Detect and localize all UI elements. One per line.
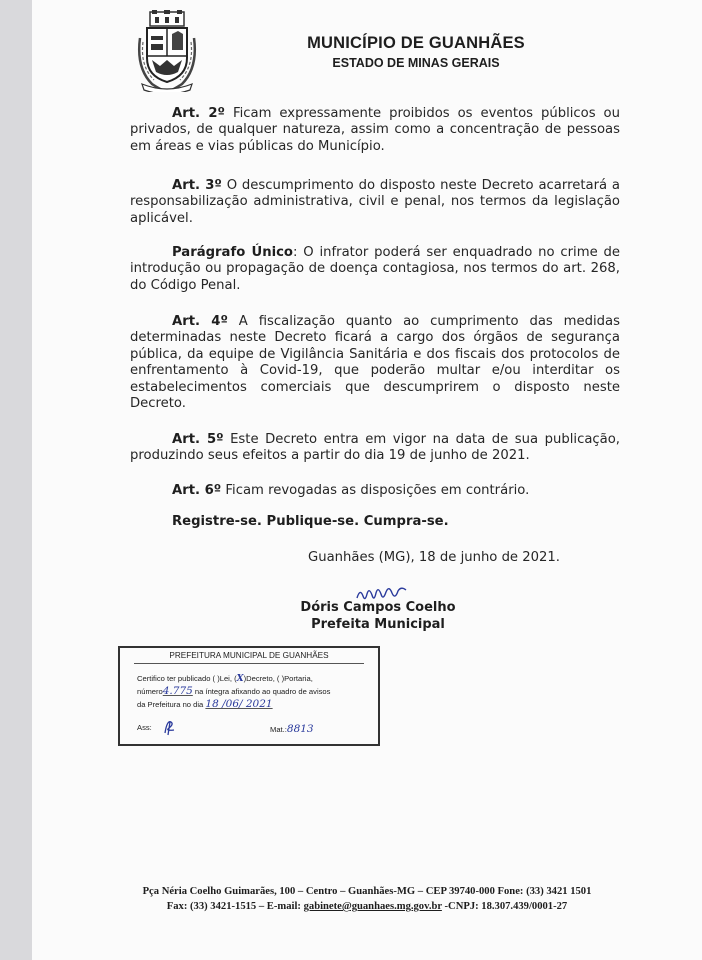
article-text: : O infrator poderá ser enquadrado no crime de introdução ou propagação de doença contagiosa, nos termos do art. 268, do Código Penal. (130, 245, 621, 293)
stamp-title: PREFEITURA MUNICIPAL DE GUANHÃES (169, 651, 329, 660)
municipal-coat-of-arms-icon (134, 8, 200, 92)
signatory-name: Dóris Campos Coelho (300, 600, 456, 615)
closing-formula: Registre-se. Publique-se. Cumpra-se. (172, 514, 449, 529)
stamp-text: )Decreto, ( )Portaria, (243, 674, 313, 683)
place-and-date: Guanhães (MG), 18 de junho de 2021. (308, 550, 560, 565)
stamp-line-3 (137, 698, 273, 710)
sole-paragraph (130, 245, 620, 294)
decree-number: 4.775 (162, 685, 193, 697)
ass-label: Ass: (137, 723, 152, 732)
article-6 (130, 483, 620, 499)
article-3 (130, 178, 620, 227)
article-label: Art. 5º (172, 432, 224, 447)
stamp-text: número (137, 687, 163, 696)
stamp-mat-line (270, 723, 314, 735)
article-text: O descumprimento do disposto neste Decreto acarretará a responsabilização administrativa, civil e penal, nos termos da legislação aplicável. (130, 178, 620, 226)
stamp-text: da Prefeitura no dia (137, 700, 204, 709)
article-label: Art. 3º (172, 178, 222, 193)
article-label: Parágrafo Único (172, 245, 293, 260)
article-4 (130, 314, 620, 412)
mat-label: Mat.: (270, 725, 287, 734)
article-text: A fiscalização quanto ao cumprimento das medidas determinadas neste Decreto ficará a cargo dos órgãos de segurança pública, da equipe de Vigilância Sanitária e dos fiscais dos protocolos de enfrentamento à Covid-19, que poderão multar e/ou interditar os estabelecimentos comerciais que descumprirem o disposto neste Decreto. (130, 314, 620, 412)
article-label: Art. 6º (172, 483, 222, 498)
article-2 (130, 106, 620, 155)
publication-stamp (118, 646, 380, 746)
publication-date: 18 /06/ 2021 (205, 698, 273, 710)
footer-cnpj: -CNPJ: 18.307.439/0001-27 (441, 901, 568, 912)
stamp-initials-signature (162, 718, 178, 736)
article-label: Art. 4º (172, 314, 228, 329)
stamp-divider (134, 663, 364, 664)
article-text: Ficam revogadas as disposições em contrário. (221, 483, 530, 498)
mat-number: 8813 (286, 723, 314, 735)
footer-address: Pça Néria Coelho Guimarães, 100 – Centro – Guanhães-MG – CEP 39740-000 Fone: (33) 3421 1501 (142, 886, 592, 897)
article-text: Ficam expressamente proibidos os eventos públicos ou privados, de qualquer natureza, assim como a concentração de pessoas em áreas e vias públicas do Município. (130, 106, 620, 154)
decree-check-mark: X (236, 674, 244, 684)
signatory-role: Prefeita Municipal (311, 617, 445, 632)
stamp-text: Certifico ter publicado ( )Lei, ( (137, 674, 237, 683)
article-label: Art. 2º (172, 106, 225, 121)
municipality-title: MUNICÍPIO DE GUANHÃES (307, 34, 525, 52)
footer-email-link[interactable]: gabinete@guanhaes.mg.gov.br (303, 901, 442, 912)
document-page (32, 0, 702, 960)
state-subtitle: ESTADO DE MINAS GERAIS (332, 56, 500, 70)
stamp-line-2 (137, 685, 330, 697)
footer-contact (32, 901, 702, 912)
stamp-signature-line (137, 723, 152, 732)
stamp-text: na íntegra afixando ao quadro de avisos (192, 687, 331, 696)
stamp-line-1 (137, 674, 313, 684)
footer-fax: Fax: (33) 3421-1515 – E-mail: (166, 901, 304, 912)
article-5 (130, 432, 620, 465)
article-text: Este Decreto entra em vigor na data de sua publicação, produzindo seus efeitos a partir do dia 19 de junho de 2021. (130, 432, 620, 464)
